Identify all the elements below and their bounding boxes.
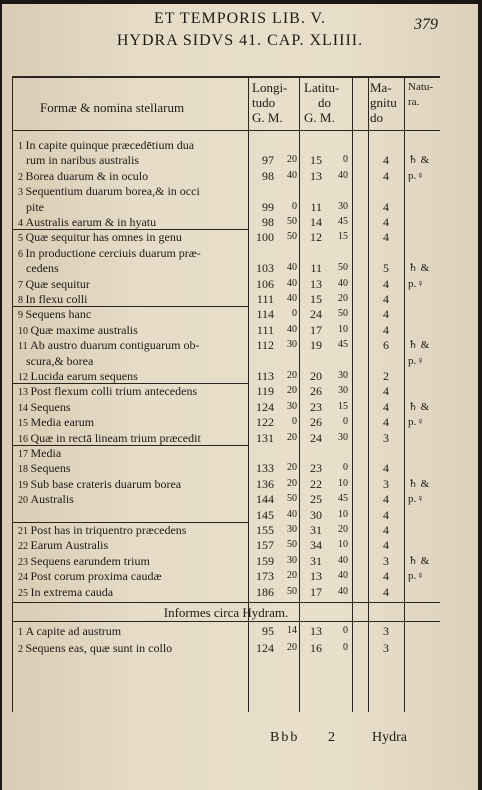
table-row [12, 538, 440, 552]
longitude-degrees: 97 [262, 153, 274, 168]
star-number: 18 [18, 464, 31, 476]
star-name [18, 138, 194, 154]
longitude-minutes: 40 [287, 277, 297, 289]
longitude-minutes: 20 [287, 370, 297, 381]
star-name [18, 354, 93, 370]
latitude-minutes: 0 [343, 462, 348, 474]
natura: ♄ & [408, 477, 430, 490]
star-number: 16 [18, 433, 31, 445]
natura: p.♀ [408, 493, 425, 506]
natura: ♄ & [408, 154, 430, 167]
star-number: 21 [18, 526, 31, 537]
latitude-degrees: 26 [310, 415, 322, 430]
header-magnitude-line: do [370, 110, 383, 125]
star-name [18, 261, 59, 277]
natura: ♄ & [408, 554, 430, 567]
table-row [12, 153, 440, 167]
longitude-degrees: 145 [256, 507, 274, 522]
latitude-degrees: 17 [310, 584, 322, 599]
header-magnitude-line: Ma- [370, 80, 392, 95]
latitude-minutes: 45 [338, 339, 348, 351]
star-description: Sequens eas, quæ sunt in collo [25, 641, 173, 655]
longitude-minutes: 50 [287, 493, 297, 505]
star-description: Post corum proxima caudæ [30, 569, 162, 584]
table-row [12, 431, 440, 445]
star-name [18, 400, 71, 416]
star-name [18, 200, 44, 216]
longitude-degrees: 186 [256, 584, 274, 599]
latitude-degrees: 24 [310, 430, 322, 445]
longitude-minutes: 50 [287, 539, 297, 551]
magnitude: 4 [383, 461, 389, 476]
book-page [2, 4, 478, 790]
longitude-degrees: 159 [256, 553, 274, 568]
catchword: Hydra [372, 730, 407, 745]
star-name [18, 277, 90, 293]
longitude-minutes: 20 [287, 462, 297, 474]
longitude-minutes: 50 [287, 216, 297, 227]
table-row [12, 624, 440, 638]
star-name [18, 307, 91, 323]
table-row [12, 277, 440, 291]
magnitude: 4 [383, 215, 389, 229]
longitude-degrees: 114 [256, 307, 274, 322]
latitude-minutes: 30 [338, 385, 348, 397]
star-description: scura,& borea [26, 353, 94, 368]
magnitude: 4 [383, 507, 389, 522]
latitude-minutes: 50 [338, 308, 348, 320]
latitude-degrees: 14 [310, 215, 322, 229]
table-row [12, 569, 440, 583]
section-rule [12, 621, 440, 622]
signature-number: 2 [328, 730, 335, 745]
latitude-degrees: 17 [310, 322, 322, 337]
longitude-degrees: 100 [256, 230, 274, 245]
star-name [18, 492, 74, 508]
magnitude: 3 [383, 641, 389, 655]
star-description: Sequens [30, 399, 71, 414]
star-number: 13 [18, 387, 31, 399]
longitude-minutes: 14 [287, 625, 297, 636]
magnitude: 4 [383, 153, 389, 168]
star-number: 4 [18, 218, 26, 229]
magnitude: 5 [383, 261, 389, 276]
longitude-minutes: 0 [292, 200, 297, 212]
header-longitude [252, 80, 287, 125]
star-description: Borea duarum & in oculo [25, 168, 149, 183]
table-row [12, 246, 440, 260]
table-row [12, 230, 440, 244]
latitude-degrees: 12 [310, 230, 322, 245]
latitude-degrees: 23 [310, 399, 322, 414]
latitude-minutes: 40 [338, 570, 348, 582]
star-name [18, 415, 94, 431]
star-number: 19 [18, 479, 31, 491]
longitude-degrees: 144 [256, 492, 274, 507]
magnitude: 4 [383, 199, 389, 214]
star-description: cedens [26, 261, 59, 276]
star-number: 20 [18, 495, 31, 507]
longitude-degrees: 112 [256, 338, 274, 353]
star-number: 17 [18, 449, 31, 460]
longitude-degrees: 136 [256, 476, 274, 491]
latitude-degrees: 16 [310, 641, 322, 655]
star-description: Post flexum colli trium antecedens [30, 384, 198, 399]
star-number: 10 [18, 325, 31, 337]
table-row [12, 523, 440, 537]
group-rule [12, 306, 248, 307]
star-name [18, 585, 113, 601]
latitude-minutes: 30 [338, 431, 348, 443]
star-name [18, 169, 148, 185]
star-name [18, 554, 150, 570]
star-description: Post has in triquentro præcedens [30, 523, 187, 537]
latitude-minutes: 40 [338, 554, 348, 566]
star-description: Sequens hanc [25, 307, 92, 322]
longitude-minutes: 40 [287, 262, 297, 274]
longitude-degrees: 119 [256, 384, 274, 399]
longitude-minutes: 20 [287, 642, 297, 653]
star-description: pite [26, 199, 44, 214]
latitude-degrees: 15 [310, 153, 322, 168]
latitude-minutes: 50 [338, 262, 348, 274]
section-title: Informes circa Hydram. [163, 605, 289, 620]
longitude-degrees: 99 [262, 199, 274, 214]
magnitude: 2 [383, 369, 389, 383]
latitude-degrees: 30 [310, 507, 322, 522]
star-description: In capite quinque præcedētium dua [25, 138, 195, 152]
header-natura-line: Natu- [408, 81, 434, 93]
magnitude: 4 [383, 399, 389, 414]
chapter-title: HYDRA SIDVS 41. CAP. XLIIII. [116, 32, 364, 49]
star-description: Quæ sequitur [25, 276, 90, 291]
longitude-degrees: 124 [256, 399, 274, 414]
longitude-minutes: 30 [287, 339, 297, 351]
latitude-degrees: 31 [310, 523, 322, 537]
latitude-minutes: 30 [338, 200, 348, 212]
table-row [12, 354, 440, 368]
star-number: 8 [18, 295, 26, 306]
star-number: 9 [18, 310, 26, 322]
star-name [18, 569, 161, 585]
longitude-degrees: 133 [256, 461, 274, 476]
star-name [18, 323, 138, 339]
latitude-minutes: 45 [338, 493, 348, 505]
table-row [12, 446, 440, 460]
table-row [12, 184, 440, 198]
latitude-degrees: 11 [310, 199, 322, 214]
star-number: 22 [18, 541, 31, 553]
star-number: 14 [18, 402, 31, 414]
latitude-minutes: 20 [338, 524, 348, 535]
magnitude: 4 [383, 415, 389, 430]
table-row [12, 261, 440, 275]
star-number: 2 [18, 644, 26, 655]
star-number: 23 [18, 556, 31, 568]
magnitude: 3 [383, 476, 389, 491]
table-row [12, 508, 440, 522]
table-row [12, 369, 440, 383]
table-row [12, 292, 440, 306]
header-rule [12, 130, 440, 131]
latitude-degrees: 20 [310, 369, 322, 383]
magnitude: 4 [383, 276, 389, 291]
star-description: Australis earum & in hyatu [25, 215, 157, 229]
magnitude: 4 [383, 492, 389, 507]
latitude-minutes: 15 [338, 400, 348, 412]
header-natura [408, 80, 433, 110]
group-rule [12, 445, 248, 446]
header-longitude-line: tudo [252, 95, 276, 110]
latitude-minutes: 30 [338, 370, 348, 381]
star-number: 5 [18, 233, 26, 245]
header-magnitude [370, 80, 397, 125]
star-number: 15 [18, 418, 31, 430]
star-name [18, 338, 199, 354]
latitude-minutes: 45 [338, 216, 348, 227]
star-number: 2 [18, 171, 26, 183]
longitude-degrees: 173 [256, 569, 274, 584]
longitude-degrees: 98 [262, 168, 274, 183]
latitude-minutes: 0 [343, 625, 348, 636]
magnitude: 4 [383, 230, 389, 245]
table-row [12, 169, 440, 183]
section-rule [12, 602, 440, 603]
latitude-degrees: 15 [310, 292, 322, 306]
magnitude: 4 [383, 384, 389, 399]
latitude-degrees: 11 [310, 261, 322, 276]
magnitude: 3 [383, 553, 389, 568]
star-number: 3 [18, 187, 26, 199]
table-row [12, 554, 440, 568]
star-name [18, 384, 197, 400]
star-number: 25 [18, 587, 31, 599]
longitude-degrees: 157 [256, 538, 274, 553]
star-number: 11 [18, 341, 31, 353]
star-description: In extrema cauda [30, 584, 114, 599]
magnitude: 6 [383, 338, 389, 353]
latitude-minutes: 10 [338, 539, 348, 551]
longitude-degrees: 111 [256, 292, 274, 306]
natura: p.♀ [408, 416, 425, 429]
latitude-degrees: 13 [310, 569, 322, 584]
group-rule [12, 383, 248, 384]
magnitude: 4 [383, 322, 389, 337]
longitude-minutes: 20 [287, 431, 297, 443]
longitude-minutes: 30 [287, 400, 297, 412]
star-description: Quæ in rectā lineam trium præcedit [30, 430, 201, 445]
latitude-minutes: 0 [343, 416, 348, 428]
header-forms: Formæ & nomina stellarum [40, 100, 185, 115]
signature-mark: Bbb [270, 730, 300, 745]
star-name [18, 153, 139, 169]
latitude-minutes: 10 [338, 477, 348, 489]
star-number: 24 [18, 572, 31, 584]
magnitude: 4 [383, 168, 389, 183]
star-name [18, 461, 71, 477]
table-row [12, 492, 440, 506]
header-natura-line: ra. [408, 96, 420, 108]
star-number: 1 [18, 627, 26, 638]
magnitude: 4 [383, 292, 389, 306]
latitude-minutes: 40 [338, 169, 348, 181]
longitude-minutes: 50 [287, 231, 297, 243]
longitude-minutes: 40 [287, 508, 297, 520]
natura: p.♀ [408, 277, 425, 290]
latitude-degrees: 26 [310, 384, 322, 399]
magnitude: 4 [383, 538, 389, 553]
star-number: 7 [18, 279, 26, 291]
star-description: Australis [30, 492, 74, 507]
longitude-minutes: 20 [287, 154, 297, 166]
header-latitude-line: Latitu- [304, 80, 340, 95]
table-row [12, 307, 440, 321]
running-title: ET TEMPORIS LIB. V. [153, 10, 327, 27]
star-description: Media [30, 446, 62, 460]
table-row [12, 323, 440, 337]
longitude-degrees: 103 [256, 261, 274, 276]
longitude-minutes: 50 [287, 585, 297, 597]
star-number: 12 [18, 372, 31, 383]
longitude-minutes: 20 [287, 385, 297, 397]
latitude-degrees: 13 [310, 624, 322, 638]
longitude-minutes: 0 [292, 308, 297, 320]
natura: p.♀ [408, 570, 425, 583]
table-row [12, 200, 440, 214]
star-description: Earum Australis [30, 538, 109, 553]
longitude-minutes: 20 [287, 477, 297, 489]
header-longitude-units: G. M. [252, 110, 283, 125]
magnitude: 4 [383, 523, 389, 537]
latitude-degrees: 23 [310, 461, 322, 476]
latitude-degrees: 19 [310, 338, 322, 353]
latitude-minutes: 15 [338, 231, 348, 243]
longitude-degrees: 95 [262, 624, 274, 638]
longitude-minutes: 0 [292, 416, 297, 428]
star-description: Lucida earum sequens [30, 369, 138, 383]
star-name [18, 446, 61, 462]
latitude-minutes: 40 [338, 277, 348, 289]
latitude-degrees: 34 [310, 538, 322, 553]
latitude-minutes: 0 [343, 642, 348, 653]
longitude-minutes: 30 [287, 524, 297, 535]
star-description: Sequentium duarum borea,& in occi [25, 184, 200, 199]
star-description: A capite ad austrum [25, 624, 122, 638]
table-row [12, 338, 440, 352]
star-name [18, 230, 182, 246]
star-description: In flexu colli [25, 292, 88, 306]
longitude-minutes: 20 [287, 570, 297, 582]
longitude-degrees: 111 [256, 322, 274, 337]
table-row [12, 461, 440, 475]
table-row [12, 477, 440, 491]
star-description: Media earum [30, 415, 95, 430]
star-name [18, 246, 201, 262]
star-number: 1 [18, 141, 26, 152]
latitude-minutes: 10 [338, 323, 348, 335]
latitude-degrees: 24 [310, 307, 322, 322]
star-name [18, 641, 172, 657]
longitude-minutes: 40 [287, 323, 297, 335]
star-description: Quæ maxime australis [30, 322, 138, 337]
table-row [12, 400, 440, 414]
star-description: Sequens earundem trium [30, 553, 150, 568]
star-description: Sub base crateris duarum borea [30, 476, 182, 491]
magnitude: 4 [383, 584, 389, 599]
star-name [18, 477, 181, 493]
natura: ♄ & [408, 262, 430, 275]
longitude-degrees: 122 [256, 415, 274, 430]
star-description: Quæ sequitur has omnes in genu [25, 230, 182, 245]
longitude-degrees: 106 [256, 276, 274, 291]
star-description: Ab austro duarum contiguarum ob- [30, 338, 200, 353]
table-row [12, 384, 440, 398]
header-longitude-line: Longi- [252, 80, 288, 95]
longitude-degrees: 131 [256, 430, 274, 445]
star-description: Sequens [30, 461, 71, 476]
magnitude: 3 [383, 430, 389, 445]
magnitude: 4 [383, 569, 389, 584]
star-name [18, 523, 186, 539]
latitude-minutes: 10 [338, 508, 348, 520]
latitude-degrees: 13 [310, 168, 322, 183]
latitude-degrees: 31 [310, 553, 322, 568]
latitude-minutes: 40 [338, 585, 348, 597]
table-row [12, 215, 440, 229]
longitude-minutes: 40 [287, 169, 297, 181]
star-description: In productione cerciuis duarum præ- [25, 245, 201, 260]
header-latitude-units: G. M. [304, 110, 335, 125]
group-rule [12, 522, 248, 523]
natura: ♄ & [408, 339, 430, 352]
latitude-degrees: 13 [310, 276, 322, 291]
table-row [12, 641, 440, 655]
magnitude: 3 [383, 624, 389, 638]
natura: p.♀ [408, 354, 425, 367]
latitude-minutes: 0 [343, 154, 348, 166]
latitude-degrees: 22 [310, 476, 322, 491]
star-number: 6 [18, 248, 26, 260]
longitude-minutes: 30 [287, 554, 297, 566]
latitude-degrees: 25 [310, 492, 322, 507]
star-name [18, 624, 121, 640]
page-number: 379 [414, 16, 438, 33]
table-row [12, 415, 440, 429]
longitude-minutes: 40 [287, 293, 297, 304]
natura: ♄ & [408, 400, 430, 413]
longitude-degrees: 155 [256, 523, 274, 537]
header-latitude-line: do [318, 95, 331, 110]
longitude-degrees: 113 [256, 369, 274, 383]
table-row [12, 585, 440, 599]
latitude-minutes: 20 [338, 293, 348, 304]
longitude-degrees: 98 [262, 215, 274, 229]
header-latitude [304, 80, 339, 125]
star-name [18, 538, 108, 554]
star-catalog-table [12, 76, 440, 730]
magnitude: 4 [383, 307, 389, 322]
natura: p.♀ [408, 169, 425, 182]
table-row [12, 138, 440, 152]
group-rule [12, 229, 248, 230]
star-name [18, 184, 200, 200]
longitude-degrees: 124 [256, 641, 274, 655]
header-magnitude-line: gnitu [370, 95, 397, 110]
star-description: rum in naribus australis [26, 153, 139, 168]
